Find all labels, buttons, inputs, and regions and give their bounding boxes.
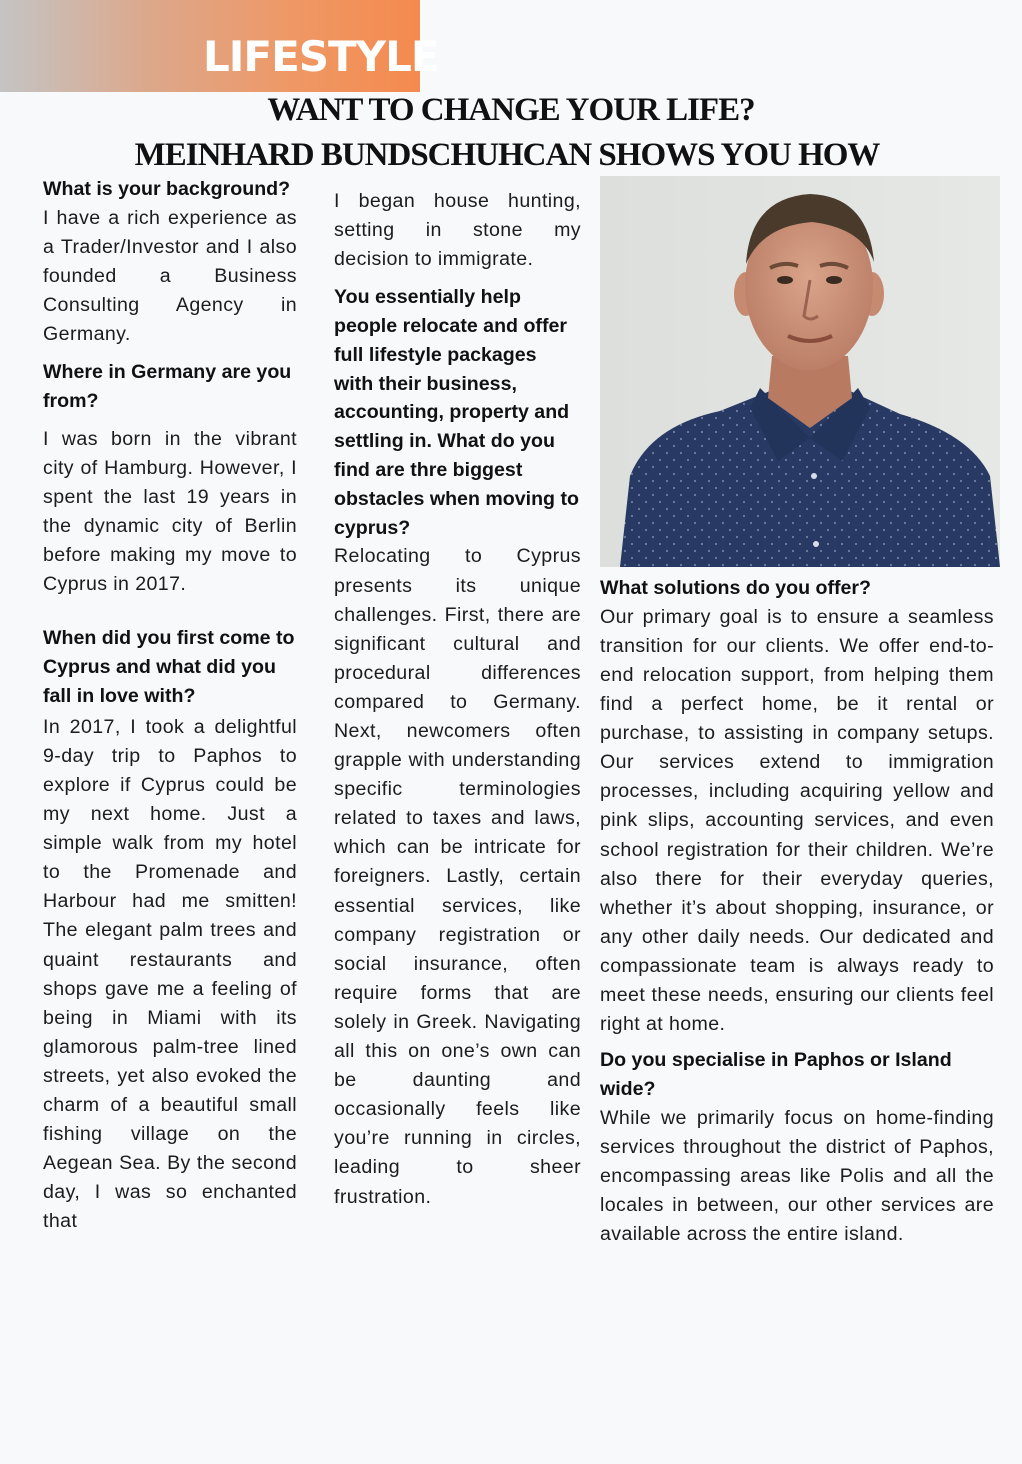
answer-first-visit-continued: I began house hunting, setting in stone my decision to immigrate. [334,190,581,271]
answer-first-visit: In 2017, I took a delightful 9-day trip to Paphos to explore if Cyprus could be my next home. Just a simple walk from my hotel to the Promenade and Harbour had me smitten! The elegant palm trees and quaint restaurants and shops gave me a feeling of being in Miami with its glamorous palm-tree lined streets, yet also evoked the charm of a beautiful small fishing village on the Aegean Sea. By the second day, I was so enchanted that [43,715,297,1233]
answer-hometown: I was born in the vibrant city of Hamburg. However, I spent the last 19 years in the dynamic city of Berlin before making my move to Cyprus in 2017. [43,427,297,596]
headline-line-2: MEINHARD BUNDSCHUHCAN SHOWS YOU HOW [134,137,880,173]
question-obstacles: You essentially help people relocate and offer full lifestyle packages with their business, accounting, property and settling in. What do you find are thre biggest obstacles when moving to cyprus? [334,286,579,539]
question-solutions: What solutions do you offer? [600,577,872,599]
question-first-visit: When did you first come to Cyprus and what did you fall in love with? [43,627,295,708]
portrait-photo [600,176,1000,567]
column-2 [334,175,581,1212]
question-hometown: Where in Germany are you from? [43,361,292,413]
section-label: LIFESTYLE [203,32,439,81]
portrait-illustration [600,176,1000,567]
headline-line-1: WANT TO CHANGE YOUR LIFE? [267,92,755,128]
question-specialise: Do you specialise in Paphos or Island wide? [600,1049,952,1100]
answer-background: I have a rich experience as a Trader/Investor and I also founded a Business Consulting Agency in Germany. [43,206,297,346]
column-1 [43,175,297,1237]
column-3 [600,574,994,1249]
answer-obstacles: Relocating to Cyprus presents its unique challenges. First, there are significant cultural and procedural differences compared to Germany. Next, newcomers often grapple with understanding specific terminologies related to taxes and laws, which can be intricate for foreigners. Lastly, certain essential services, like company registration or social insurance, often require forms that are solely in Greek. Navigating all this on one’s own can be daunting and occasionally feels like you’re running in circles, leading to sheer frustration. [334,545,581,1208]
question-background: What is your background? [43,178,291,200]
answer-solutions: Our primary goal is to ensure a seamless transition for our clients. We offer end-to-end relocation support, from helping them find a perfect home, be it rental or purchase, to assisting in company setups. Our services extend to immigration processes, including acquiring yellow and pink slips, accounting services, and even school registration for their children. We’re also there for their everyday queries, whether it’s about shopping, insurance, or any other daily needs. Our dedicated and compassionate team is always ready to meet these needs, ensuring our clients feel right at home. [600,605,994,1036]
answer-specialise: While we primarily focus on home-finding services throughout the district of Paphos, encompassing areas like Polis and all the locales in between, our other services are available across the entire island. [600,1106,994,1246]
